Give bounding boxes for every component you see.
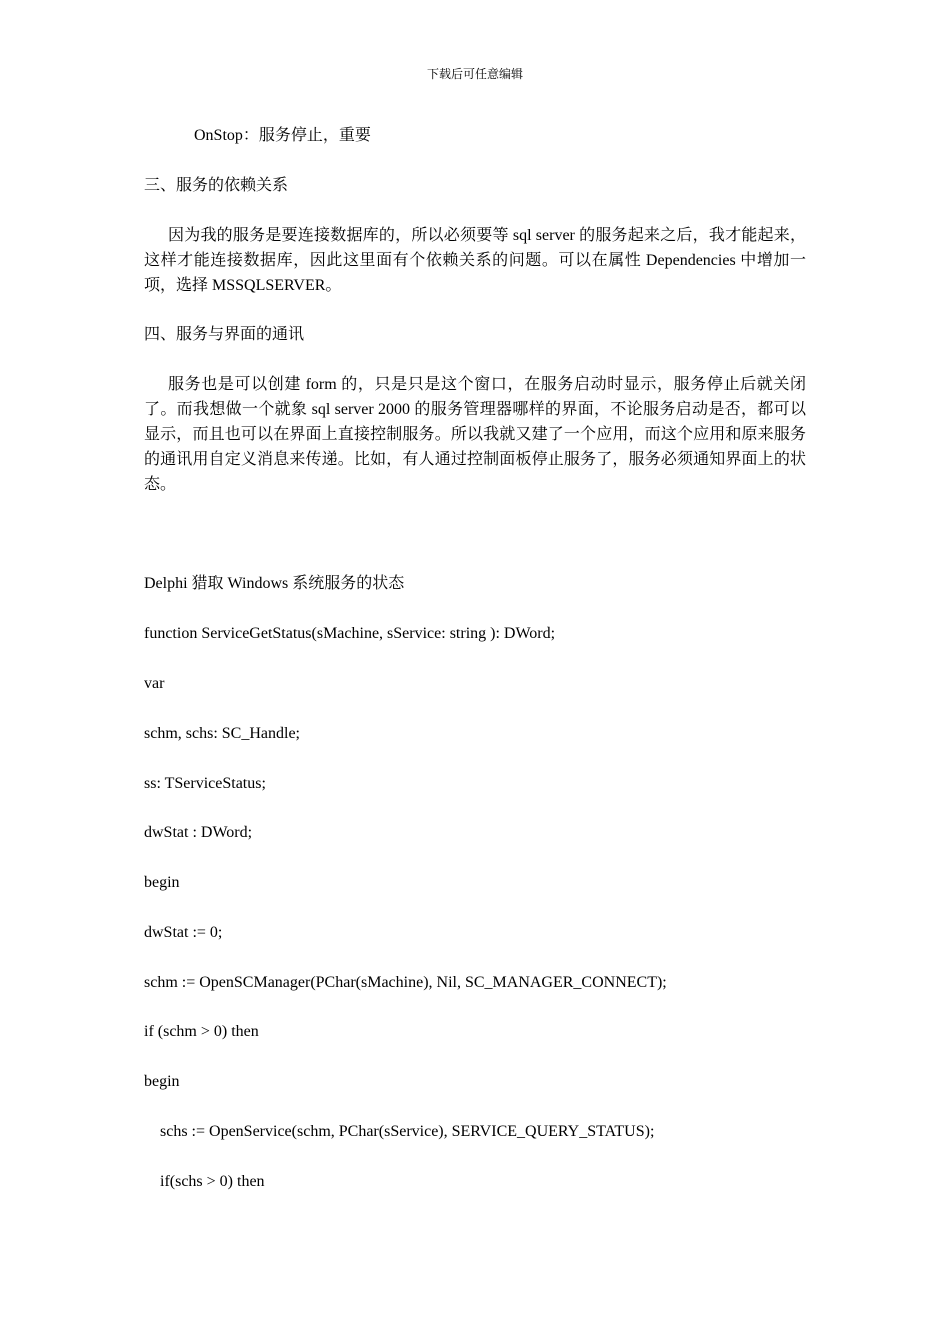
code-line: schs := OpenService(schm, PChar(sService), SERVICE_QUERY_STATUS); bbox=[160, 1123, 655, 1140]
code-line: schm, schs: SC_Handle; bbox=[144, 725, 300, 742]
code-line: schm := OpenSCManager(PChar(sMachine), Nil, SC_MANAGER_CONNECT); bbox=[144, 974, 667, 991]
onstop-description: OnStop：服务停止，重要 bbox=[194, 127, 371, 144]
code-line: function ServiceGetStatus(sMachine, sService: string ): DWord; bbox=[144, 625, 556, 642]
code-section-title: Delphi 猎取 Windows 系统服务的状态 bbox=[144, 575, 405, 592]
code-line: var bbox=[144, 675, 165, 692]
paragraph-dependencies: 因为我的服务是要连接数据库的，所以必须要等 sql server 的服务起来之后，我才能起来，这样才能连接数据库，因此这里面有个依赖关系的问题。可以在属性 Dependencies 中增加一项，选择 MSSQLSERVER。 bbox=[144, 227, 806, 294]
paragraph-communication: 服务也是可以创建 form 的，只是只是这个窗口，在服务启动时显示，服务停止后就关闭了。而我想做一个就象 sql server 2000 的服务管理器哪样的界面，不论服务启动是否，都可以显示，而且也可以在界面上直接控制服务。所以我就又建了一个应用，而这个应用和原来服务的通讯用自定义消息来传递。比如，有人通过控制面板停止服务了，服务必须通知界面上的状态。 bbox=[144, 376, 806, 493]
section-heading-dependencies: 三、服务的依赖关系 bbox=[144, 177, 289, 194]
page-header: 下载后可任意编辑 bbox=[426, 67, 523, 81]
code-line: if (schm > 0) then bbox=[144, 1023, 259, 1040]
code-line: if(schs > 0) then bbox=[160, 1173, 265, 1190]
code-line: dwStat : DWord; bbox=[144, 824, 253, 841]
code-line: dwStat := 0; bbox=[144, 924, 223, 941]
code-line: ss: TServiceStatus; bbox=[144, 775, 266, 792]
section-heading-communication: 四、服务与界面的通讯 bbox=[144, 326, 305, 343]
code-line: begin bbox=[144, 874, 180, 891]
code-line: begin bbox=[144, 1073, 180, 1090]
